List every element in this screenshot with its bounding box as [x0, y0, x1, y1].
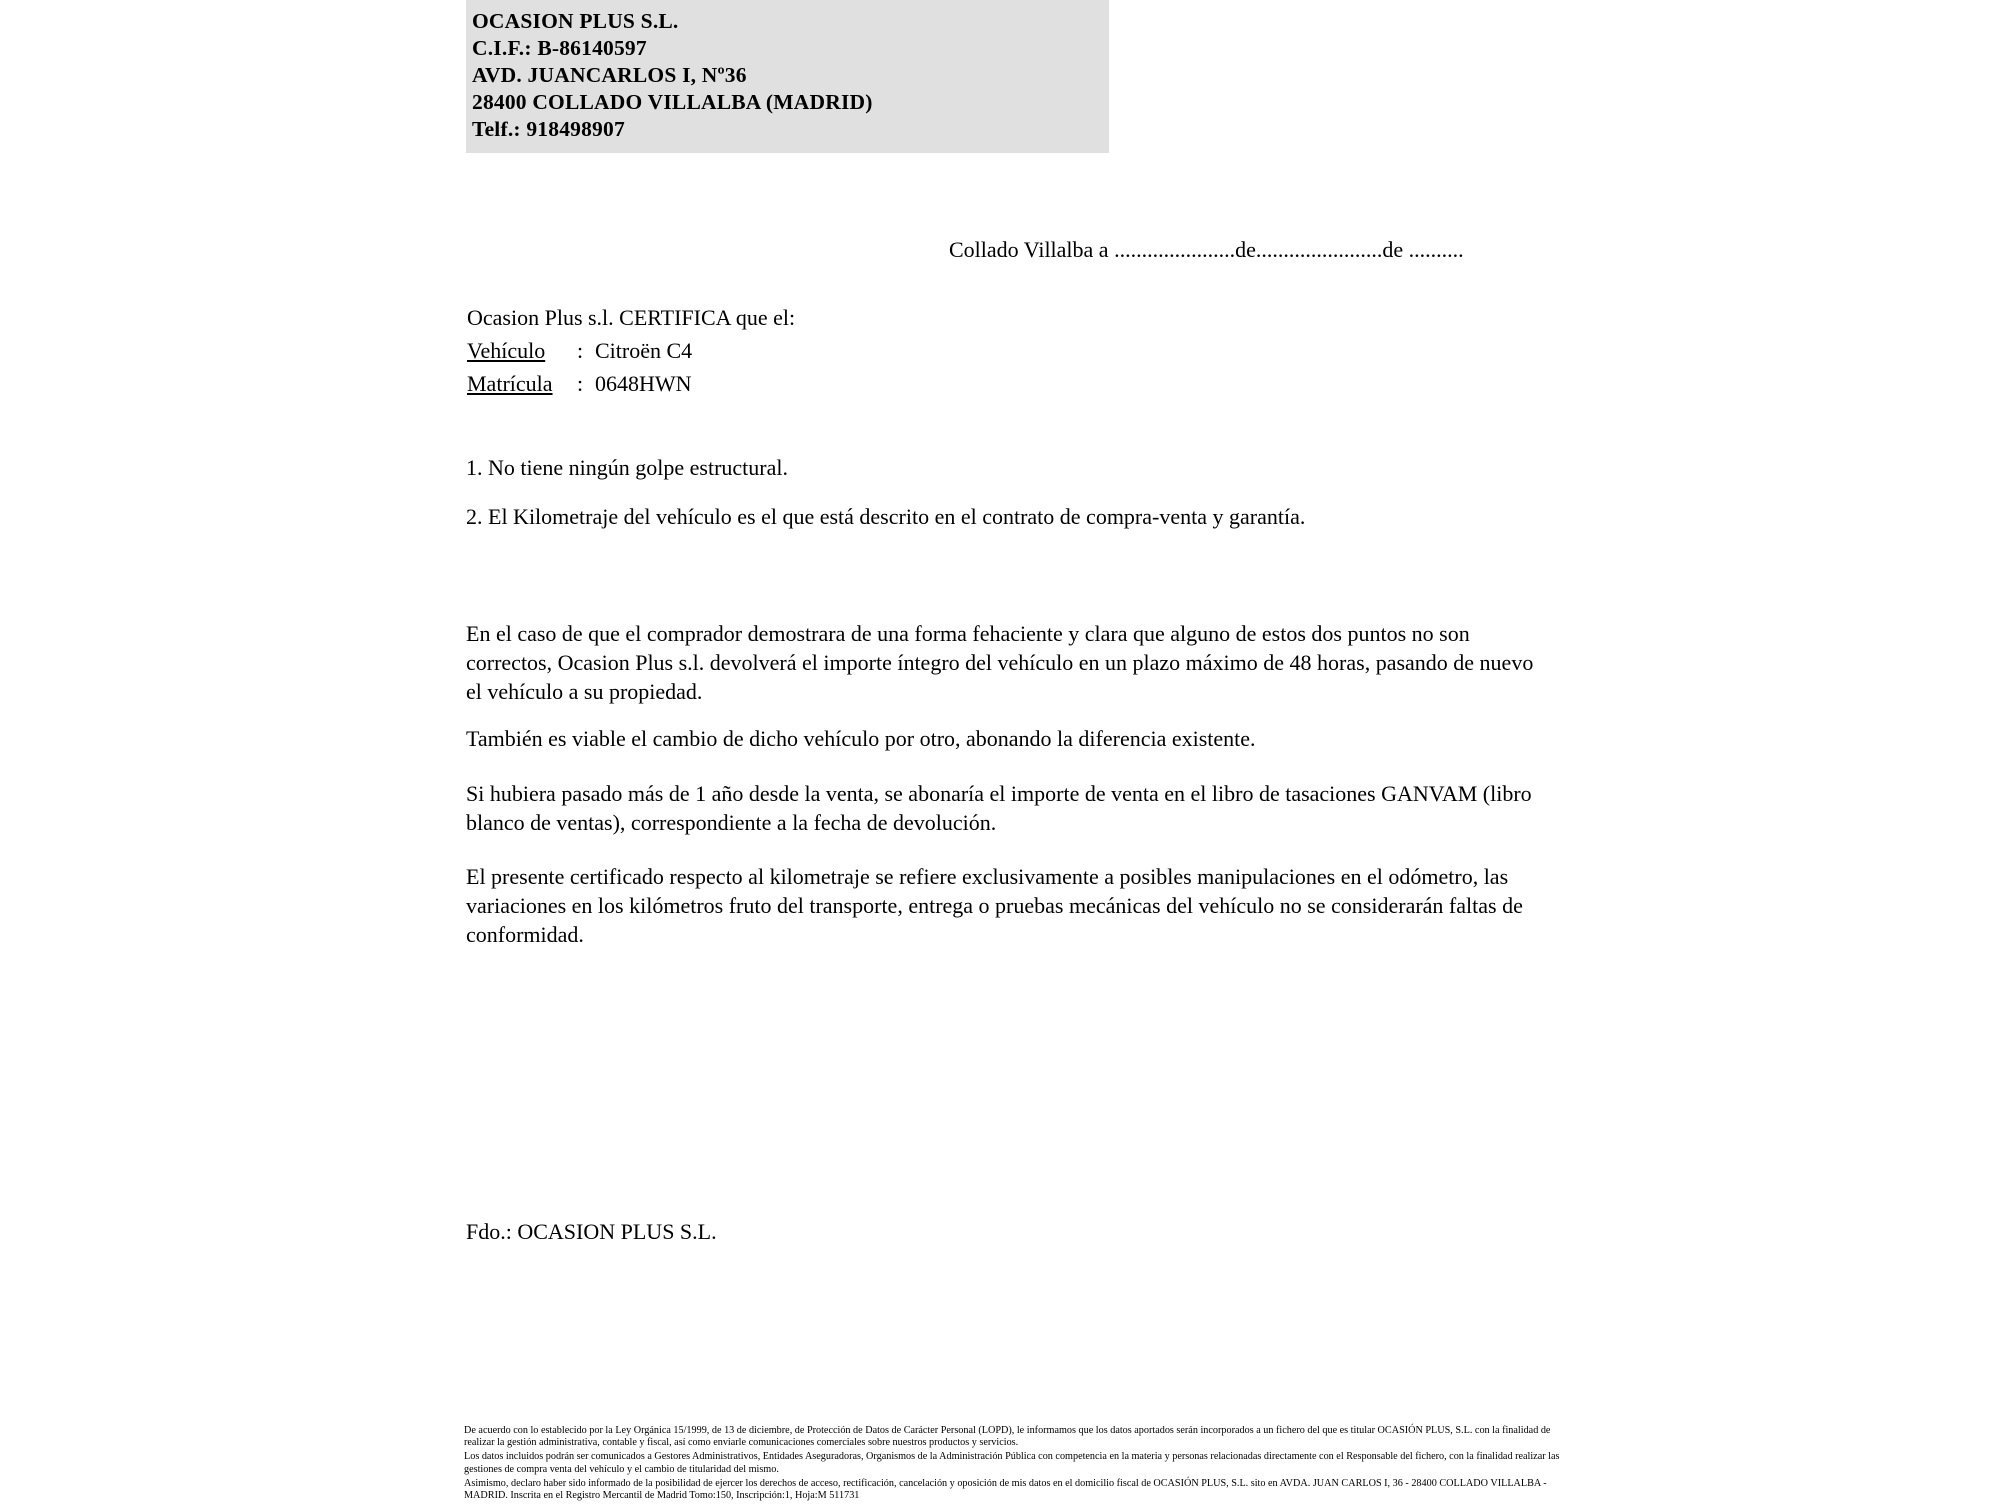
plate-separator: : [577, 371, 584, 396]
point-1: 1. No tiene ningún golpe estructural. [466, 455, 788, 480]
point-2: 2. El Kilometraje del vehículo es el que está descrito en el contrato de compra-venta y garantía. [466, 504, 1306, 529]
plate-row [467, 367, 795, 400]
vehicle-label: Vehículo [467, 338, 546, 363]
date-line: Collado Villalba a ......................de.......................de .......... [949, 237, 1464, 262]
certifies-intro: Ocasion Plus s.l. CERTIFICA que el: [467, 305, 796, 330]
letterhead-block [466, 0, 1109, 153]
footer-line-2: Los datos incluidos podrán ser comunicados a Gestores Administrativos, Entidades Aseguradoras, Organismos de la Administración Pública con competencia en la materia y personas relacionadas directamente con el Responsable del fichero, con la finalidad realizar las gestiones de compra venta del vehículo y el cambio de titularidad del mismo. [464, 1451, 1560, 1475]
company-name: OCASION PLUS S.L. [472, 9, 679, 33]
paragraph-case: En el caso de que el comprador demostrara de una forma fehaciente y clara que alguno de estos dos puntos no son correctos, Ocasion Plus s.l. devolverá el importe íntegro del vehículo en un plazo máximo de 48 horas, pasando de nuevo el vehículo a su propiedad. [466, 621, 1534, 704]
certifies-block [467, 301, 795, 400]
footer-line-3: Asimismo, declaro haber sido informado de la posibilidad de ejercer los derechos de acceso, rectificación, cancelación y oposición de mis datos en el domicilio fiscal de OCASIÓN PLUS, S.L. sito en AVDA. JUAN CARLOS I, 36 - 28400 COLLADO VILLALBA - MADRID. Inscrita en el Registro Mercantil de Madrid Tomo:150, Inscripción:1, Hoja:M 511731 [464, 1477, 1547, 1502]
signature-line: Fdo.: OCASION PLUS S.L. [466, 1219, 717, 1244]
vehicle-row [467, 334, 795, 367]
paragraph-change: También es viable el cambio de dicho vehículo por otro, abonando la diferencia existente. [466, 726, 1256, 751]
footer-line-1: De acuerdo con lo establecido por la Ley Orgánica 15/1999, de 13 de diciembre, de Protección de Datos de Carácter Personal (LOPD), le informamos que los datos aportados serán incorporados a un fichero del que es titular OCASIÓN PLUS, S.L. con la finalidad de realizar la gestión administrativa, contable y fiscal, así como enviarle comunicaciones comerciales sobre nuestros productos y servicios. [464, 1425, 1551, 1449]
company-cif: C.I.F.: B-86140597 [472, 36, 647, 60]
paragraph-certificate: El presente certificado respecto al kilometraje se refiere exclusivamente a posibles manipulaciones en el odómetro, las variaciones en los kilómetros fruto del transporte, entrega o pruebas mecánicas del vehículo no se considerarán faltas de conformidad. [466, 864, 1523, 947]
plate-label: Matrícula [467, 371, 553, 396]
company-phone: Telf.: 918498907 [472, 117, 625, 141]
footer-legal-notice [464, 1425, 1564, 1504]
vehicle-separator: : [577, 338, 584, 363]
company-city: 28400 COLLADO VILLALBA (MADRID) [472, 90, 873, 114]
plate-value: 0648HWN [595, 371, 692, 396]
company-address: AVD. JUANCARLOS I, Nº36 [472, 63, 747, 87]
vehicle-value: Citroën C4 [595, 338, 693, 363]
paragraph-year: Si hubiera pasado más de 1 año desde la venta, se abonaría el importe de venta en el libro de tasaciones GANVAM (libro blanco de ventas), correspondiente a la fecha de devolución. [466, 781, 1532, 835]
